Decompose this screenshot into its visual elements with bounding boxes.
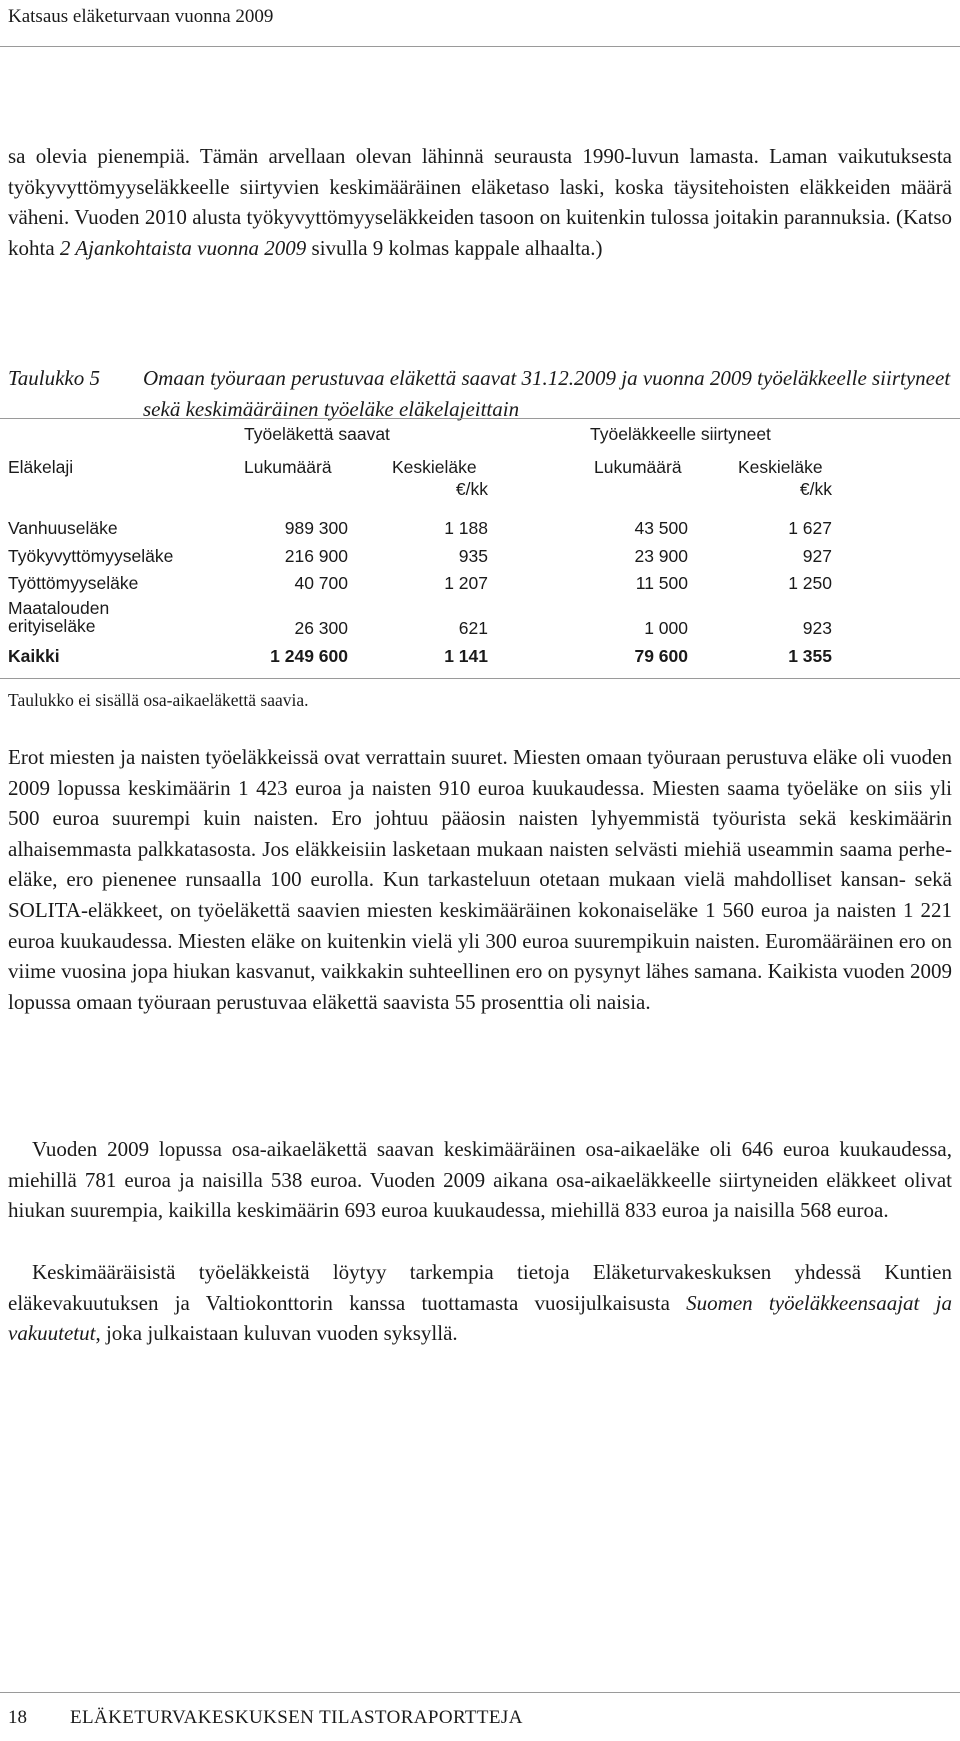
row-label-line-2: erityiseläke bbox=[8, 616, 96, 636]
header-avg-2: Keskieläke bbox=[738, 457, 823, 477]
group-header-recipients: Työeläkettä saavat bbox=[244, 424, 390, 444]
header-avg-unit-2: €/kk bbox=[799, 479, 832, 499]
cell-count-1: 989 300 bbox=[284, 518, 348, 538]
cell-avg-2: 927 bbox=[802, 546, 832, 566]
publication-title: Suomen työeläkkeensaajat ja vakuutetut bbox=[8, 1290, 952, 1346]
body-paragraph-3 bbox=[8, 1257, 952, 1349]
running-title: Katsaus eläketurvaan vuonna 2009 bbox=[8, 6, 274, 27]
header-count-2: Lukumäärä bbox=[594, 457, 682, 477]
cell-count-2: 23 900 bbox=[634, 546, 688, 566]
body-paragraph-1: Erot miesten ja naisten työeläkkeissä ovat verrattain suuret. Miesten omaan työuraan perustuva eläke oli vuoden 2009 lopussa keskimäärin 1 423 euroa ja naisten 910 euroa kuukaudessa. Miesten saama työeläke on siis yli 500 euroa suurempi kuin naisten. Ero johtuu pääosin naisten lyhyemmistä työurista sekä keskimäärin alhaisemmasta palkkatasosta. Jos eläkkeisiin lasketaan mukaan naisten selvästi miehiä useammin saama perhe-eläke, ero pienenee runsaalla 100 eurolla. Kun tarkasteluun otetaan mukaan vielä mahdolliset kansan- sekä SOLITA-eläkkeet, on työeläkettä saavien miesten keskimääräinen kokonaiseläke 1 560 euroa ja naisten 1 221 euroa kuukaudessa. Miesten eläke on kuitenkin vielä yli 300 euroa suurempikuin naisten. Euromääräinen ero on viime vuosina jopa hiukan kasvanut, vaikkakin suhteellinen ero on pysynyt lähes samana. Kaikista vuoden 2009 lopussa omaan työuraan perustuvaa eläkettä saavista 55 prosenttia oli naisia. bbox=[8, 745, 952, 1014]
cell-avg-2: 1 250 bbox=[788, 573, 832, 593]
cell-count-1: 26 300 bbox=[294, 618, 348, 638]
row-label: Vanhuuseläke bbox=[8, 518, 118, 538]
page-header bbox=[0, 0, 960, 47]
cell-avg-2: 923 bbox=[802, 618, 832, 638]
cell-count-2: 11 500 bbox=[635, 573, 688, 593]
total-count-1: 1 249 600 bbox=[270, 646, 348, 666]
table-footnote: Taulukko ei sisällä osa-aikaeläkettä saavia. bbox=[8, 690, 309, 710]
intro-text-2: sivulla 9 kolmas kappale alhaalta.) bbox=[306, 235, 603, 260]
group-header-new-retirees: Työeläkkeelle siirtyneet bbox=[590, 424, 771, 444]
intro-paragraph bbox=[8, 141, 952, 263]
header-count-1: Lukumäärä bbox=[244, 457, 332, 477]
cell-count-1: 40 700 bbox=[294, 573, 348, 593]
publication-name: ELÄKETURVAKESKUKSEN TILASTORAPORTTEJA bbox=[70, 1707, 523, 1728]
total-avg-2: 1 355 bbox=[788, 646, 832, 666]
total-avg-1: 1 141 bbox=[444, 646, 488, 666]
page-number: 18 bbox=[8, 1707, 27, 1728]
cell-count-1: 216 900 bbox=[284, 546, 348, 566]
header-avg-unit-1: €/kk bbox=[455, 479, 488, 499]
cell-avg-2: 1 627 bbox=[788, 518, 832, 538]
body-paragraph-2: Vuoden 2009 lopussa osa-aikaeläkettä saavan keskimääräinen osa-aikaeläke oli 646 euroa kuukaudessa, miehillä 781 euroa ja naisilla 538 euroa. Vuoden 2009 aikana osa-aikaeläkkeelle siirtyneiden eläkkeet olivat hiukan suurempia, kaikilla keskimäärin 693 euroa kuukaudessa, miehillä 833 euroa ja naisilla 568 euroa. bbox=[8, 1137, 952, 1223]
body-paragraph-3-text-b: , joka julkaistaan kuluvan vuoden syksyllä. bbox=[95, 1321, 458, 1346]
table-caption-text: Omaan työuraan perustuvaa eläkettä saavat 31.12.2009 ja vuonna 2009 työeläkkeelle siirtyneet sekä keskimääräinen työeläke eläkelajeittain bbox=[143, 366, 951, 421]
page-footer bbox=[0, 1692, 960, 1741]
cell-avg-1: 621 bbox=[458, 618, 488, 638]
cell-avg-1: 935 bbox=[458, 546, 488, 566]
cell-count-2: 43 500 bbox=[634, 518, 688, 538]
table-bottom-rule bbox=[0, 678, 960, 679]
cell-avg-1: 1 188 bbox=[444, 518, 488, 538]
row-label: Työttömyyseläke bbox=[8, 573, 139, 593]
header-pension-type: Eläkelaji bbox=[8, 457, 74, 477]
row-label-line-1: Maatalouden bbox=[8, 598, 110, 618]
row-label: Työkyvyttömyyseläke bbox=[8, 546, 174, 566]
intro-section-reference: 2 Ajankohtaista vuonna 2009 bbox=[59, 235, 307, 260]
intro-text-1: sa olevia pienempiä. Tämän arvellaan olevan lähinnä seurausta 1990-luvun lamasta. Laman vaikutuksesta työkyvyttömyyseläkkeelle siirtyvien keskimääräinen eläketaso laski, koska täysitehoisten eläkkeiden määrä väheni. Vuoden 2010 alusta työkyvyttömyyseläkkeiden tasoon on kuitenkin tulossa joitakin parannuksia. (Katso kohta bbox=[8, 144, 952, 260]
total-label: Kaikki bbox=[8, 646, 60, 666]
total-count-2: 79 600 bbox=[634, 646, 688, 666]
body-paragraph-3-text-a: Keskimääräisistä työeläkkeistä löytyy tarkempia tietoja Eläketurvakeskuksen yhdessä Kuntien eläkevakuutuksen ja Valtiokonttorin kanssa tuottamasta vuosijulkaisusta bbox=[8, 1260, 952, 1315]
cell-avg-1: 1 207 bbox=[444, 573, 488, 593]
cell-count-2: 1 000 bbox=[644, 618, 688, 638]
table-caption-label: Taulukko 5 bbox=[8, 366, 100, 390]
header-avg-1: Keskieläke bbox=[392, 457, 477, 477]
